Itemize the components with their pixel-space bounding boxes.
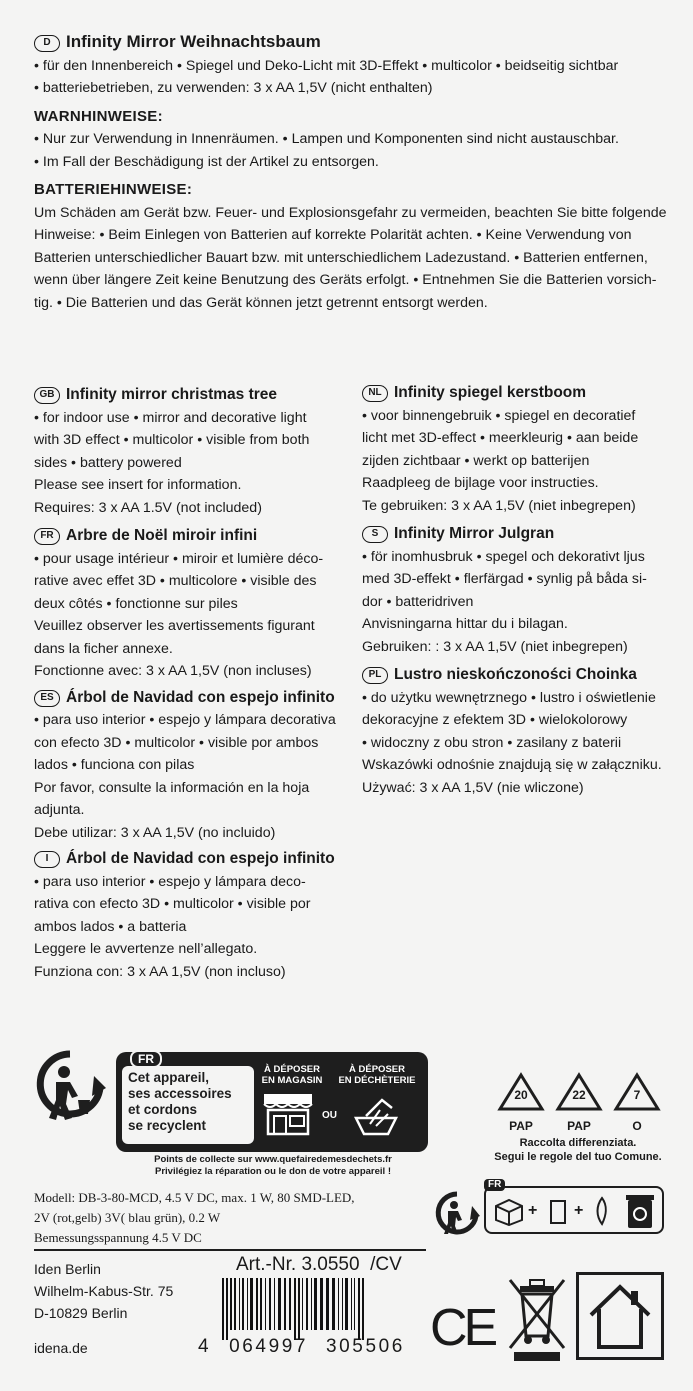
barcode-bar xyxy=(226,1278,228,1340)
triman-logo xyxy=(34,1048,106,1126)
nl-line: Raadpleeg de bijlage voor instructies. xyxy=(362,475,599,491)
triman-text-line: ses accessoires xyxy=(128,1086,232,1101)
recycling-it-text xyxy=(488,1136,668,1164)
barcode-bar xyxy=(256,1278,258,1330)
gb-line: Requires: 3 x AA 1.5V (not included) xyxy=(34,499,262,516)
or-label: OU xyxy=(322,1110,337,1121)
fr-line: dans la ficher annexe. xyxy=(34,640,173,657)
pl-line: dekoracyjne z efektem 3D • wielokolorowy xyxy=(362,712,628,728)
barcode-bar xyxy=(354,1278,355,1330)
nl-line: • voor binnengebruik • spiegel en decoratief xyxy=(362,407,636,424)
indoor-use-icon-frame xyxy=(576,1272,664,1360)
recycle-code-1 xyxy=(494,1072,548,1132)
address-line: Wilhelm-Kabus-Str. 75 xyxy=(34,1283,174,1299)
option-shop-line: EN MAGASIN xyxy=(261,1075,323,1086)
divider-line xyxy=(34,1249,426,1251)
barcode-bar xyxy=(338,1278,339,1330)
se-line: • för inomhusbruk • spegel och dekorativt ljus xyxy=(362,548,645,565)
barcode-bar xyxy=(230,1278,232,1330)
nl-heading xyxy=(362,382,672,405)
nl-line: licht met 3D-effect • meerkleurig • aan beide xyxy=(362,430,639,446)
gb-line: sides • battery powered xyxy=(34,454,182,471)
address xyxy=(34,1258,234,1324)
se-badge: S xyxy=(362,526,388,543)
se-line: Gebruiken: : 3 x AA 1,5V (niet inbegrepen) xyxy=(362,638,628,655)
pl-line: Używać: 3 x AA 1,5V (nie wliczone) xyxy=(362,779,584,796)
nl-badge: NL xyxy=(362,385,388,402)
triman-small-icon xyxy=(434,1190,480,1236)
battery-line: tig. • Die Batterien und das Gerät können jetzt getrennt entsorgt werden. xyxy=(34,294,488,311)
de-badge: D xyxy=(34,35,60,52)
it-badge: I xyxy=(34,851,60,868)
barcode-bar xyxy=(250,1278,253,1330)
de-line: • für den Innenbereich • Spiegel und Deko-Licht mit 3D-Effekt • multicolor • beidseitig sichtbar xyxy=(34,57,619,74)
es-line: • para uso interior • espejo y lámpara decorativa xyxy=(34,712,336,728)
pl-badge: PL xyxy=(362,667,388,684)
es-line: lados • funciona con pilas xyxy=(34,757,195,773)
pl-heading xyxy=(362,664,672,687)
de-title: Infinity Mirror Weihnachtsbaum xyxy=(66,32,321,51)
ce-mark: CE xyxy=(430,1299,495,1357)
option-shop-line: À DÉPOSER xyxy=(264,1064,320,1075)
se-line: med 3D-effekt • flerfärgad • synlig på båda si- xyxy=(362,571,647,587)
triman-info-box xyxy=(116,1052,428,1152)
house-icon xyxy=(579,1275,661,1357)
barcode-bar xyxy=(234,1278,236,1330)
es-title: Árbol de Navidad con espejo infinito xyxy=(66,688,335,706)
de-line: • batteriebetrieben, zu verwenden: 3 x AA 1,5V (nicht enthalten) xyxy=(34,80,433,96)
gb-heading xyxy=(34,384,344,407)
triman-text-line: et cordons xyxy=(128,1102,198,1117)
se-line: Anvisningarna hittar du i bilagan. xyxy=(362,616,568,632)
de-heading xyxy=(34,31,664,55)
recycle-code-label: PAP xyxy=(509,1118,533,1133)
barcode-bar xyxy=(311,1278,312,1330)
triman-option-shop xyxy=(250,1064,334,1086)
barcode-bar xyxy=(320,1278,323,1330)
barcode-bar xyxy=(222,1278,224,1340)
barcode-bar xyxy=(265,1278,266,1330)
barcode-bar xyxy=(306,1278,308,1330)
barcode-bar xyxy=(362,1278,364,1340)
pl-title: Lustro nieskończoności Choinka xyxy=(394,666,637,683)
barcode-digits xyxy=(198,1336,410,1359)
option-dump-line: EN DÉCHÈTERIE xyxy=(338,1075,416,1086)
plus-sign: + xyxy=(528,1202,538,1219)
se-title: Infinity Mirror Julgran xyxy=(394,525,555,542)
model-line: Modell: DB-3-80-MCD, 4.5 V DC, max. 1 W, 80 SMD-LED, xyxy=(34,1190,355,1205)
recycle-code-number: 20 xyxy=(514,1088,528,1102)
gb-line: with 3D effect • multicolor • visible from both xyxy=(34,432,310,448)
address-line: Iden Berlin xyxy=(34,1261,101,1277)
it-line: Leggere le avvertenze nell’allegato. xyxy=(34,941,258,957)
fr-line: Fonctionne avec: 3 x AA 1,5V (non incluses) xyxy=(34,663,312,679)
model-info xyxy=(34,1188,434,1248)
fr-line: rative avec effet 3D • multicolore • visible des xyxy=(34,573,317,589)
fr-title: Arbre de Noël miroir infini xyxy=(66,527,258,544)
barcode-bar xyxy=(351,1278,352,1330)
left-column xyxy=(34,384,344,983)
es-line: con efecto 3D • multicolor • visible por ambos xyxy=(34,734,319,751)
barcode-bar xyxy=(314,1278,317,1330)
warn-line: • Nur zur Verwendung in Innenräumen. • Lampen und Komponenten sind nicht austauschbar. xyxy=(34,131,619,147)
barcode-bar xyxy=(332,1278,335,1330)
it-title: Árbol de Navidad con espejo infinito xyxy=(66,850,335,867)
barcode-bar xyxy=(358,1278,360,1340)
fr-badge: FR xyxy=(34,528,60,545)
leaflet-icon xyxy=(548,1198,568,1226)
recycle-code-2 xyxy=(552,1072,606,1132)
barcode-bar xyxy=(260,1278,262,1330)
fr-line: • pour usage intérieur • miroir et lumière déco- xyxy=(34,550,324,567)
barcode-bar xyxy=(289,1278,291,1330)
recycling-it-line: Segui le regole del tuo Comune. xyxy=(494,1151,662,1163)
barcode-bar xyxy=(269,1278,271,1330)
barcode-group2: 305506 xyxy=(325,1336,405,1357)
weee-crossed-bin-icon xyxy=(506,1276,568,1362)
battery-line: wenn über längere Zeit keine Benutzung des Geräts erfolgt. • Entnehmen Sie die Batterien vorsich- xyxy=(34,272,657,288)
es-line: adjunta. xyxy=(34,802,85,818)
recycling-codes xyxy=(494,1072,674,1132)
recycle-code-number: 22 xyxy=(572,1088,586,1102)
recycle-code-label: PAP xyxy=(567,1118,591,1133)
pl-line: • do użytku wewnętrznego • lustro i oświetlenie xyxy=(362,689,656,706)
barcode xyxy=(220,1278,410,1340)
it-line: ambos lados • a batteria xyxy=(34,918,187,935)
es-heading xyxy=(34,687,344,710)
barcode-bar xyxy=(302,1278,303,1330)
option-dump-line: À DÉPOSER xyxy=(349,1064,405,1075)
dump-icon xyxy=(352,1094,400,1136)
nl-line: Te gebruiken: 3 x AA 1,5V (niet inbegrepen) xyxy=(362,497,636,514)
barcode-first-digit: 4 xyxy=(198,1336,212,1357)
fr-pack-strip xyxy=(484,1179,664,1234)
triman-text-line: Cet appareil, xyxy=(128,1070,210,1085)
article-number: Art.-Nr. 3.0550 /CV xyxy=(236,1254,402,1275)
triman-icon xyxy=(34,1048,106,1126)
pl-line: Wskazówki odnośnie znajdują się w załączniku. xyxy=(362,757,662,773)
film-icon xyxy=(592,1196,612,1226)
battery-line: Um Schäden am Gerät bzw. Feuer- und Explosionsgefahr zu vermeiden, beachten Sie bitte folgende xyxy=(34,204,667,221)
battery-heading: BATTERIEHINWEISE: xyxy=(34,181,193,198)
triman-footer-line: Privilégiez la réparation ou le don de votre appareil ! xyxy=(155,1166,391,1177)
it-heading xyxy=(34,848,344,871)
plus-sign: + xyxy=(574,1202,584,1219)
triman-option-dump xyxy=(332,1064,422,1086)
it-line: • para uso interior • espejo y lámpara deco- xyxy=(34,873,306,890)
address-line: D-10829 Berlin xyxy=(34,1305,128,1321)
box-icon xyxy=(494,1198,524,1226)
recycling-it-line: Raccolta differenziata. xyxy=(519,1137,637,1149)
es-badge: ES xyxy=(34,690,60,707)
warn-line: • Im Fall der Beschädigung ist der Artikel zu entsorgen. xyxy=(34,153,379,170)
gb-line: Please see insert for information. xyxy=(34,477,242,493)
nl-title: Infinity spiegel kerstboom xyxy=(394,384,587,401)
barcode-bar xyxy=(278,1278,281,1330)
battery-line: Batterien unterschiedlicher Bauart bzw. mit unterschiedlichem Ladezustand. • Batterien entfernen, xyxy=(34,249,648,266)
fr-heading xyxy=(34,525,344,548)
se-line: dor • batteridriven xyxy=(362,593,474,610)
triman-footer-line: Points de collecte sur www.quefairedemesdechets.fr xyxy=(154,1154,392,1165)
barcode-bar xyxy=(345,1278,348,1330)
recycle-code-number: 7 xyxy=(633,1088,641,1102)
fr-pack-label: FR xyxy=(484,1179,505,1191)
pl-line: • widoczny z obu stron • zasilany z baterii xyxy=(362,734,622,751)
se-heading xyxy=(362,523,672,546)
barcode-group1: 064997 xyxy=(229,1336,309,1357)
es-line: Debe utilizar: 3 x AA 1,5V (no incluido) xyxy=(34,824,276,841)
recycle-bin-icon xyxy=(624,1192,656,1230)
barcode-bar xyxy=(326,1278,329,1330)
it-line: rativa con efecto 3D • multicolor • visible por xyxy=(34,896,311,912)
recycle-code-3 xyxy=(610,1072,664,1132)
barcode-bar xyxy=(239,1278,240,1330)
fr-line: deux côtés • fonctionne sur piles xyxy=(34,595,238,612)
barcode-bar xyxy=(247,1278,248,1330)
right-column xyxy=(362,382,672,799)
nl-line: zijden zichtbaar • werkt op batterijen xyxy=(362,452,590,469)
de-section xyxy=(34,31,667,314)
triman-text-line: se recyclent xyxy=(128,1118,207,1133)
shop-icon xyxy=(262,1092,314,1136)
warn-heading: WARNHINWEISE: xyxy=(34,107,163,125)
triman-text xyxy=(128,1070,232,1134)
gb-line: • for indoor use • mirror and decorative light xyxy=(34,409,307,426)
it-line: Funziona con: 3 x AA 1,5V (non incluso) xyxy=(34,963,286,980)
triman-footer xyxy=(116,1154,430,1178)
fr-line: Veuillez observer les avertissements figurant xyxy=(34,618,315,634)
barcode-bar xyxy=(342,1278,343,1330)
model-line: Bemessungsspannung 4.5 V DC xyxy=(34,1230,202,1245)
es-line: Por favor, consulte la información en la hoja xyxy=(34,779,310,796)
barcode-bar xyxy=(284,1278,286,1330)
barcode-bar xyxy=(298,1278,300,1340)
barcode-bar xyxy=(242,1278,244,1330)
barcode-bar xyxy=(274,1278,275,1330)
fr-tab: FR xyxy=(130,1050,162,1068)
battery-line: Hinweise: • Beim Einlegen von Batterien auf korrekte Polarität achten. • Keine Verwendung von xyxy=(34,227,632,243)
recycle-code-label: O xyxy=(632,1118,642,1133)
gb-badge: GB xyxy=(34,387,60,404)
gb-title: Infinity mirror christmas tree xyxy=(66,386,278,403)
website-link[interactable]: idena.de xyxy=(34,1340,88,1356)
barcode-bar xyxy=(294,1278,296,1340)
model-line: 2V (rot,gelb) 3V( blau grün), 0.2 W xyxy=(34,1210,221,1225)
